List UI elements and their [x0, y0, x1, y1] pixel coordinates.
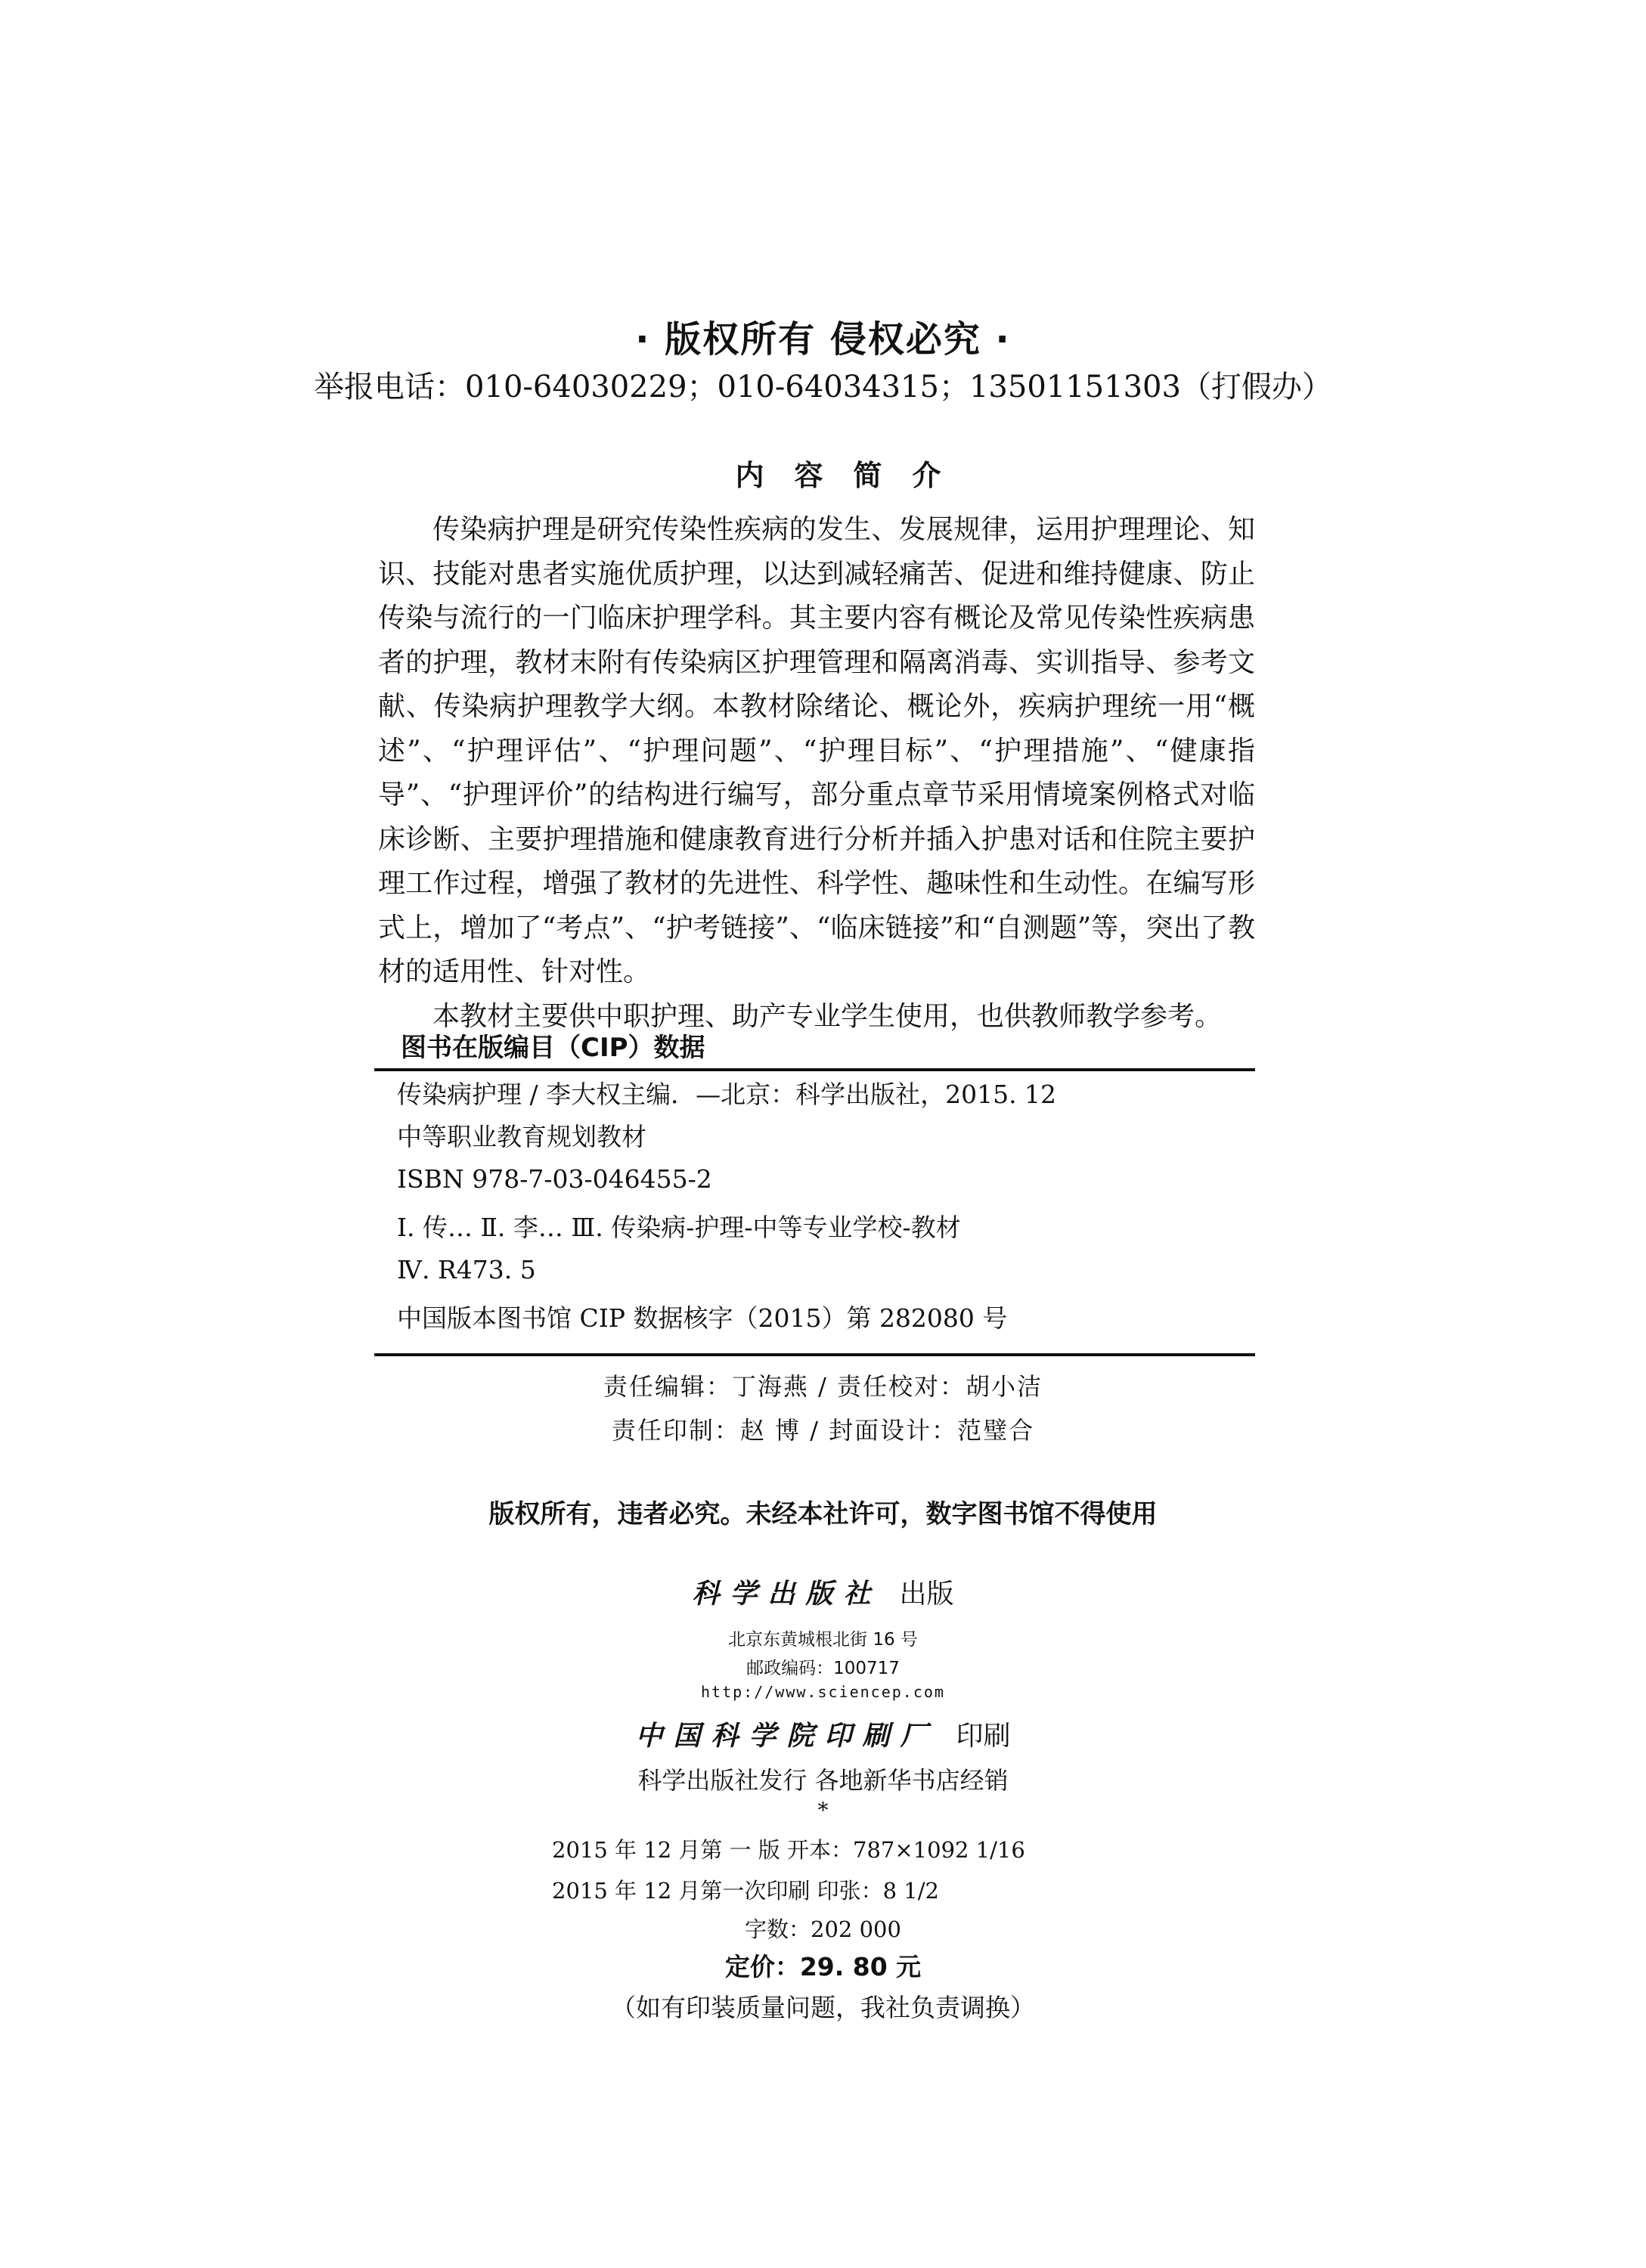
cip-record-line: 中国版本图书馆 CIP 数据核字（2015）第 282080 号	[397, 1303, 1008, 1333]
intro-title: 内容简介	[735, 459, 972, 492]
publisher-action: 出版	[899, 1579, 954, 1610]
intro-paragraph-2: 本教材主要供中职护理、助产专业学生使用，也供教师教学参考。	[432, 1000, 1223, 1032]
staff-credits	[0, 1365, 1646, 1452]
cip-heading: 图书在版编目（CIP）数据	[401, 1033, 705, 1063]
staff-line-editor: 责任编辑：丁海燕 / 责任校对：胡小洁	[603, 1372, 1043, 1401]
copyright-title: · 版权所有 侵权必究 ·	[635, 318, 1011, 361]
publisher-logo: 科学出版社	[692, 1578, 882, 1610]
usage-notice: 版权所有，违者必究。未经本社许可，数字图书馆不得使用	[488, 1499, 1158, 1529]
publisher-zipcode: 邮政编码：100717	[746, 1659, 900, 1678]
distribution-line: 科学出版社发行 各地新华书店经销	[637, 1766, 1009, 1795]
cip-subject-line: Ⅰ. 传… Ⅱ. 李… Ⅲ. 传染病-护理-中等专业学校-教材	[397, 1213, 961, 1242]
edition-line-2: 2015 年 12 月第一次印刷 印张：8 1/2	[552, 1878, 939, 1904]
cip-bottom-rule	[374, 1353, 1255, 1356]
publisher-url: http://www.sciencep.com	[701, 1683, 945, 1701]
edition-info	[552, 1830, 1025, 1911]
printer-line	[0, 1715, 1646, 1753]
report-hotline: 举报电话：010-64030229；010-64034315；13501151303（打假办）	[314, 370, 1332, 404]
publisher-line	[0, 1572, 1646, 1611]
cip-series-line: 中等职业教育规划教材	[397, 1122, 646, 1151]
cip-block	[397, 1074, 1244, 1340]
cip-top-rule	[374, 1068, 1255, 1071]
price: 定价：29. 80 元	[724, 1952, 922, 1981]
cip-classification-line: Ⅳ. R473. 5	[397, 1255, 536, 1284]
publisher-address: 北京东黄城根北街 16 号	[728, 1630, 918, 1650]
intro-paragraph-1: 传染病护理是研究传染性疾病的发生、发展规律，运用护理理论、知识、技能对患者实施优质护理，以达到减轻痛苦、促进和维持健康、防止传染与流行的一门临床护理学科。其主要内容有概论及常见传染性疾病患者的护理，教材末附有传染病区护理管理和隔离消毒、实训指导、参考文献、传染病护理教学大纲。本教材除绪论、概论外，疾病护理统一用“概述”、“护理评估”、“护理问题”、“护理目标”、“护理措施”、“健康指导”、“护理评价”的结构进行编写，部分重点章节采用情境案例格式对临床诊断、主要护理措施和健康教育进行分析并插入护患对话和住院主要护理工作过程，增强了教材的先进性、科学性、趣味性和生动性。在编写形式上，增加了“考点”、“护考链接”、“临床链接”和“自测题”等，突出了教材的适用性、针对性。	[378, 514, 1255, 987]
intro-body	[378, 508, 1255, 1039]
cip-title-line: 传染病护理 / 李大权主编．—北京：科学出版社，2015. 12	[397, 1080, 1057, 1109]
cip-isbn-line: ISBN 978-7-03-046455-2	[397, 1164, 712, 1194]
staff-line-printing: 责任印制：赵 博 / 封面设计：范璧合	[611, 1416, 1035, 1445]
quality-note: （如有印装质量问题，我社负责调换）	[611, 1993, 1035, 2022]
edition-line-1: 2015 年 12 月第 一 版 开本：787×1092 1/16	[552, 1837, 1025, 1863]
printer-logo: 中国科学院印刷厂	[635, 1720, 938, 1752]
printer-action: 印刷	[956, 1721, 1011, 1752]
word-count: 字数：202 000	[745, 1916, 901, 1942]
separator-star: *	[817, 1798, 829, 1823]
